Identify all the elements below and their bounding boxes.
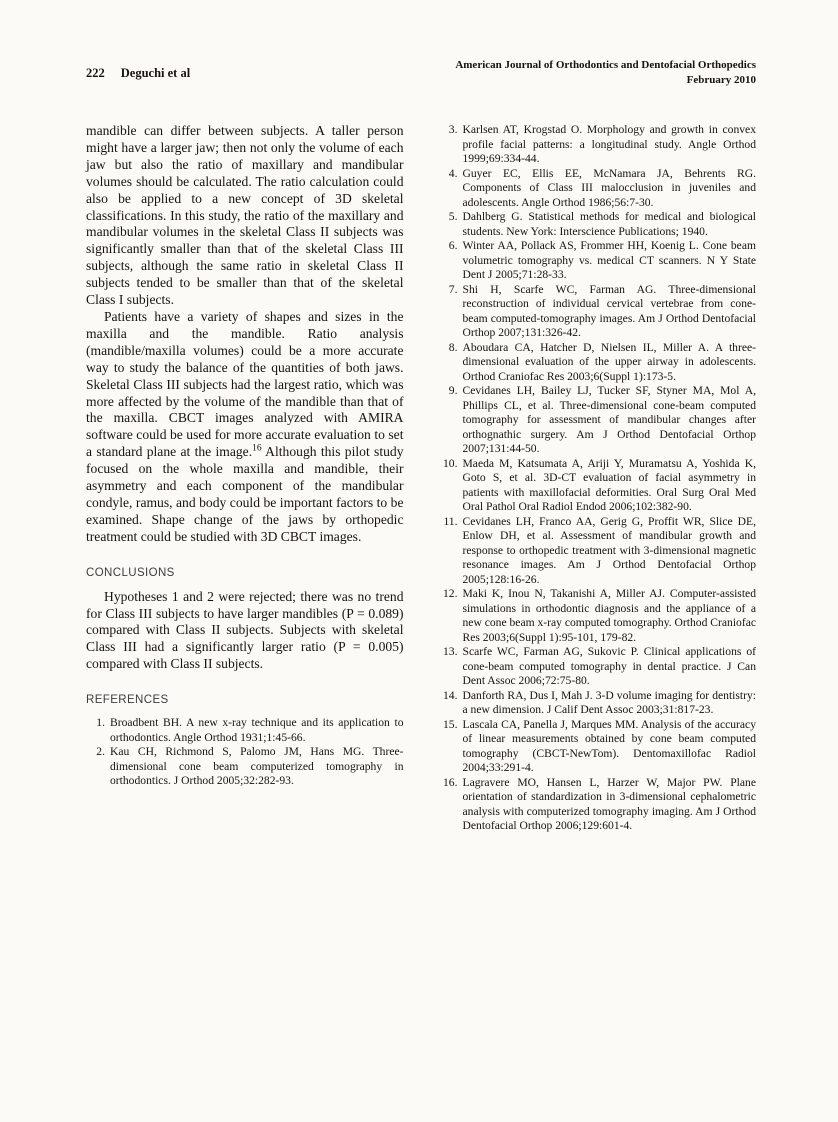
discussion-text: [86, 123, 404, 546]
reference-text: Cevidanes LH, Franco AA, Gerig G, Proffit WR, Slice DE, Enlow DH, et al. Assessment of mandibular growth and response to orthopedic treatment with 3-dimensional magnetic resonance images. Am J Orthod Dentofacial Orthop 2005;128:16-26.: [462, 514, 756, 586]
reference-number: 9.: [448, 384, 458, 397]
reference-number: 12.: [443, 587, 458, 600]
reference-text: Aboudara CA, Hatcher D, Nielsen IL, Miller A. A three-dimensional evaluation of the upper airway in adolescents. Orthod Craniofac Res 2003;6(Suppl 1):173-5.: [462, 340, 756, 383]
reference-number: 5.: [448, 210, 458, 223]
two-column-body: [86, 123, 756, 834]
references-heading: REFERENCES: [86, 694, 169, 707]
reference-number: 6.: [448, 239, 458, 252]
reference-item: [439, 167, 757, 211]
reference-number: 1.: [96, 716, 105, 730]
reference-number: 11.: [443, 514, 458, 528]
reference-item: [439, 341, 757, 385]
reference-text: Scarfe WC, Farman AG, Sukovic P. Clinical applications of cone-beam computed tomography in dental practice. J Can Dent Assoc 2006;72:75-80.: [462, 645, 756, 687]
reference-text: Cevidanes LH, Bailey LJ, Tucker SF, Styner MA, Mol A, Phillips CL, et al. Three-dimensional cone-beam computed tomography for assessment of mandibular changes after orthognathic surgery. Am J Orthod Dentofacial Orthop 2007;131:44-50.: [462, 384, 756, 455]
reference-text: Lascala CA, Panella J, Marques MM. Analysis of the accuracy of linear measurements obtained by cone beam computed tomography (CBCT-NewTom). Dentomaxillofac Radiol 2004;33:291-4.: [462, 717, 756, 774]
reference-item: [439, 283, 757, 341]
left-column: [86, 123, 404, 834]
reference-item: [86, 716, 404, 745]
paragraph: Hypotheses 1 and 2 were rejected; there was no trend for Class III subjects to have larger mandibles (P = 0.089) compared with Class II subjects. Subjects with skeletal Class III had a significantly larger ratio (P = 0.005) compared with Class II subjects.: [86, 588, 404, 672]
reference-text: Karlsen AT, Krogstad O. Morphology and growth in convex profile facial patterns: a longitudinal study. Angle Orthod 1999;69:334-44.: [462, 123, 756, 165]
reference-text: Danforth RA, Dus I, Mah J. 3-D volume imaging for dentistry: a new dimension. J Calif Dent Assoc 2003;31:817-23.: [462, 688, 756, 716]
reference-item: [439, 384, 757, 457]
conclusions-text: [86, 589, 404, 674]
reference-text: Dahlberg G. Statistical methods for medical and biological students. New York: Interscience Publications; 1940.: [462, 210, 756, 238]
reference-number: 10.: [443, 456, 458, 470]
reference-number: 7.: [448, 282, 458, 296]
reference-item: [86, 745, 404, 789]
paragraph-text: Although this pilot study focused on the whole maxilla and mandible, their asymmetry and each component of the mandibular condyle, ramus, and body could be important factors to be examined. Shape change of the jaws by orthopedic treatment could be studied with 3D CBCT images.: [86, 444, 404, 544]
reference-text: Broadbent BH. A new x-ray technique and its application to orthodontics. Angle Orthod 1931;1:45-66.: [110, 716, 404, 744]
reference-text: Lagravere MO, Hansen L, Harzer W, Major PW. Plane orientation of standardization in 3-dimensional cephalometric analysis with computerized tomography imaging. Am J Orthod Dentofacial Orthop 2006;129:601-4.: [462, 775, 756, 832]
reference-item: [439, 515, 757, 588]
reference-item: [439, 587, 757, 645]
reference-number: 15.: [443, 717, 458, 731]
page-number: 222: [86, 66, 105, 80]
reference-number: 3.: [448, 123, 458, 136]
reference-text: Winter AA, Pollack AS, Frommer HH, Koenig L. Cone beam volumetric tomography vs. medical CT scanners. N Y State Dent J 2005;71:28-33.: [462, 239, 756, 281]
reference-text: Kau CH, Richmond S, Palomo JM, Hans MG. Three-dimensional cone beam computerized tomography in orthodontics. J Orthod 2005;32:282-93.: [110, 745, 404, 788]
reference-number: 8.: [448, 340, 458, 354]
reference-list-right: [439, 123, 757, 834]
conclusions-heading: CONCLUSIONS: [86, 566, 175, 579]
citation-superscript: 16: [252, 443, 262, 454]
reference-number: 14.: [443, 688, 458, 702]
reference-number: 2.: [96, 745, 105, 759]
journal-masthead: [455, 58, 756, 87]
reference-item: [439, 239, 757, 283]
reference-number: 16.: [443, 775, 458, 789]
reference-item: [439, 645, 757, 689]
page-header: [86, 58, 756, 87]
reference-item: [439, 776, 757, 834]
reference-text: Maeda M, Katsumata A, Ariji Y, Muramatsu A, Yoshida K, Goto S, et al. 3D-CT evaluation of facial asymmetry in patients with maxillofacial deformities. Oral Surg Oral Med Oral Pathol Oral Radiol Endod 2006;102:382-90.: [462, 456, 756, 513]
reference-item: [439, 718, 757, 776]
paragraph: [86, 309, 404, 546]
reference-text: Maki K, Inou N, Takanishi A, Miller AJ. Computer-assisted simulations in orthodontic diagnosis and the appliance of a new cone beam x-ray computed tomography. Orthod Craniofac Res 2003;6(Suppl 1):95-101, 179-82.: [462, 587, 757, 644]
reference-item: [439, 689, 757, 718]
running-head: [86, 58, 190, 81]
reference-text: Shi H, Scarfe WC, Farman AG. Three-dimensional reconstruction of individual cervical vertebrae from cone-beam computed-tomography images. Am J Orthod Dentofacial Orthop 2007;131:326-42.: [462, 282, 756, 339]
reference-item: [439, 210, 757, 239]
running-head-authors: Deguchi et al: [120, 66, 191, 80]
reference-text: Guyer EC, Ellis EE, McNamara JA, Behrents RG. Components of Class III malocclusion in juveniles and adolescents. Angle Orthod 1986;56:7-30.: [462, 166, 756, 209]
reference-number: 13.: [443, 645, 458, 658]
reference-item: [439, 457, 757, 515]
paragraph-text: Patients have a variety of shapes and sizes in the maxilla and the mandible. Ratio analysis (mandible/maxilla volumes) could be a more accurate way to study the balance of the quantities of both jaws. Skeletal Class III subjects had the largest ratio, which was more affected by the volume of the mandible than that of the maxilla. CBCT images analyzed with AMIRA software could be used for more accurate evaluation to set a standard plane at the image.: [86, 308, 404, 460]
reference-item: [439, 123, 757, 167]
reference-number: 4.: [448, 166, 458, 180]
issue-date: February 2010: [686, 73, 756, 86]
reference-list-left: [86, 716, 404, 789]
journal-title: American Journal of Orthodontics and Dentofacial Orthopedics: [455, 59, 756, 71]
paragraph: mandible can differ between subjects. A taller person might have a larger jaw; then not only the volume of each jaw but also the ratio of maxillary and mandibular volumes should be calculated. The ratio calculation could also be applied to a new concept of 3D skeletal classifications. In this study, the ratio of the maxillary and mandibular volumes in the skeletal Class II subjects was significantly smaller than that of the skeletal Class III subjects, although the same ratio in skeletal Class II subjects tended to be smaller than that of the skeletal Class I subjects.: [86, 123, 404, 308]
right-column: [439, 123, 757, 834]
